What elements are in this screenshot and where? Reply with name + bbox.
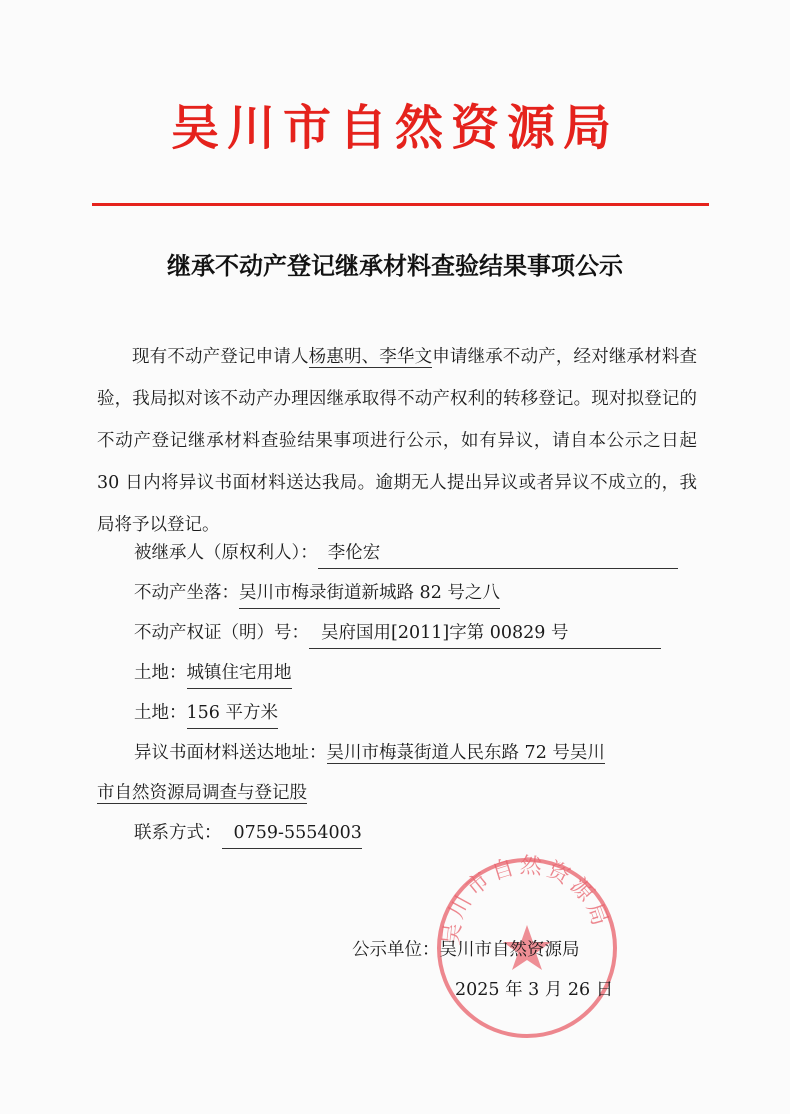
- address-value-line2: 市自然资源局调查与登记股: [97, 783, 307, 803]
- paragraph-text-rest: 申请继承不动产，经对继承材料查验，我局拟对该不动产办理因继承取得不动产权利的转移登记。现对拟登记的不动产登记继承材料查验结果事项进行公示，如有异议，请自本公示之日起 30 日内将异议书面材料送达我局。逾期无人提出异议或者异议不成立的，我局将予以登记。: [97, 347, 698, 535]
- notice-body: [97, 336, 697, 546]
- contact-value: 0759-5554003: [222, 818, 362, 849]
- land-area-field: [134, 698, 278, 729]
- land-area-label: 土地：: [134, 703, 187, 723]
- location-label: 不动产坐落：: [134, 583, 239, 603]
- land-use-value: 城镇住宅用地: [187, 658, 292, 689]
- objection-address-field: [97, 733, 707, 813]
- document-title: 继承不动产登记继承材料查验结果事项公示: [167, 252, 623, 280]
- authority-header: 吴川市自然资源局: [170, 100, 619, 156]
- issuing-unit: [352, 935, 580, 965]
- certificate-value: 吴府国用[2011]字第 00829 号: [309, 618, 661, 649]
- location-field: [134, 578, 500, 609]
- land-area-value: 156 平方米: [187, 698, 278, 729]
- land-use-label: 土地：: [134, 663, 187, 683]
- seal-text: 吴川市自然资源局: [439, 853, 614, 947]
- decedent-value: 李伦宏: [318, 538, 678, 569]
- contact-field: [134, 818, 362, 849]
- certificate-label: 不动产权证（明）号：: [134, 623, 309, 643]
- address-value-line1: 吴川市梅菉街道人民东路 72 号吴川: [326, 743, 605, 763]
- decedent-field: [134, 538, 678, 569]
- location-value: 吴川市梅录街道新城路 82 号之八: [239, 578, 500, 609]
- issuing-unit-label: 公示单位：: [352, 940, 440, 960]
- paragraph-text-start: 现有不动产登记申请人: [132, 347, 309, 367]
- certificate-field: [134, 618, 661, 649]
- header-red-rule: [92, 203, 709, 206]
- applicant-names: 杨惠明、李华文: [308, 347, 433, 367]
- address-label: 异议书面材料送达地址：: [134, 743, 327, 763]
- notice-paragraph: [97, 336, 697, 546]
- contact-label: 联系方式：: [134, 823, 222, 843]
- land-use-field: [134, 658, 292, 689]
- issue-date: 2025 年 3 月 26 日: [455, 980, 614, 1000]
- decedent-label: 被继承人（原权利人）：: [134, 543, 318, 563]
- issuing-unit-value: 吴川市自然资源局: [439, 940, 580, 960]
